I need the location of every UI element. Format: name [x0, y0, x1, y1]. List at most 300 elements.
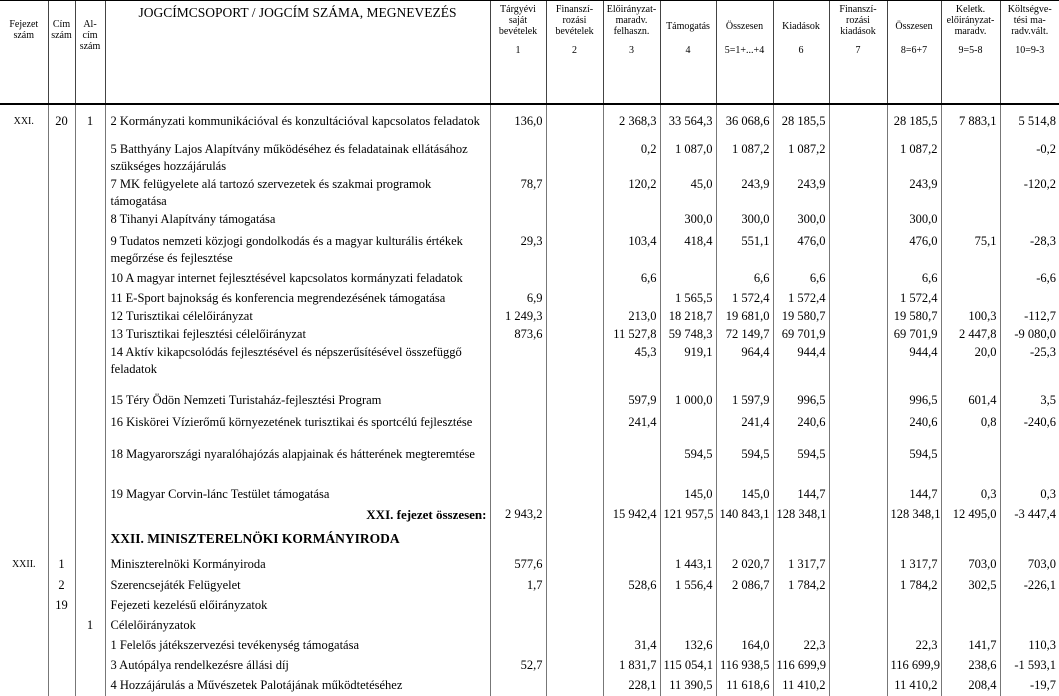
value-cell-col-3: 597,9 — [603, 391, 660, 413]
value-cell-col-5: 300,0 — [716, 210, 773, 232]
name-cell: Fejezeti kezelésű előirányzatok — [105, 596, 490, 616]
value-cell-col-1: 78,7 — [490, 175, 546, 210]
value-cell-col-6: 476,0 — [773, 232, 829, 269]
table-row — [0, 485, 1059, 505]
value-cell-col-10 — [1000, 210, 1059, 232]
cim-cell — [48, 232, 75, 269]
value-cell-col-9 — [941, 445, 1000, 485]
fejezet-cell — [0, 616, 48, 636]
name-cell: 8 Tihanyi Alapítvány támogatása — [105, 210, 490, 232]
table-row — [0, 505, 1059, 525]
value-cell-col-5: 36 068,6 — [716, 104, 773, 140]
fejezet-cell — [0, 269, 48, 289]
value-cell-col-4: 1 565,5 — [660, 289, 716, 307]
header-col-number: 1 — [491, 45, 546, 56]
value-cell-col-8: 1 087,2 — [887, 140, 941, 175]
header-col-number: 9=5-8 — [942, 45, 1000, 56]
value-cell-col-6 — [773, 616, 829, 636]
alcim-cell — [75, 325, 105, 343]
header-col-3 — [603, 1, 660, 105]
table-row — [0, 596, 1059, 616]
cim-cell — [48, 505, 75, 525]
header-col-label: Költségve-tési ma-radv.vált. — [1008, 4, 1052, 37]
value-cell-col-8: 11 410,2 — [887, 676, 941, 696]
table-row — [0, 445, 1059, 485]
fejezet-cell — [0, 210, 48, 232]
header-col-number: 2 — [547, 45, 603, 56]
value-cell-col-1 — [490, 210, 546, 232]
value-cell-col-6: 1 572,4 — [773, 289, 829, 307]
value-cell-col-4: 132,6 — [660, 636, 716, 656]
value-cell-col-9: 20,0 — [941, 343, 1000, 391]
header-col-label: Tárgyévi saját bevételek — [499, 4, 537, 37]
header-col-label: Finanszí-rozási bevételek — [555, 4, 593, 37]
value-cell-col-8: 69 701,9 — [887, 325, 941, 343]
value-cell-col-3 — [603, 616, 660, 636]
value-cell-col-10: -240,6 — [1000, 413, 1059, 445]
table-row — [0, 343, 1059, 391]
value-cell-col-7 — [829, 636, 887, 656]
value-cell-col-5: 551,1 — [716, 232, 773, 269]
value-cell-col-10: -226,1 — [1000, 576, 1059, 596]
cim-cell — [48, 307, 75, 325]
value-cell-col-8: 128 348,1 — [887, 505, 941, 525]
value-cell-col-3: 0,2 — [603, 140, 660, 175]
value-cell-col-10: -6,6 — [1000, 269, 1059, 289]
value-cell-col-6: 1 317,7 — [773, 555, 829, 576]
value-cell-col-1 — [490, 343, 546, 391]
name-cell: 3 Autópálya rendelkezésre állási díj — [105, 656, 490, 676]
value-cell-col-4: 1 000,0 — [660, 391, 716, 413]
value-cell-col-10: -120,2 — [1000, 175, 1059, 210]
value-cell-col-10: 3,5 — [1000, 391, 1059, 413]
header-row — [0, 1, 1059, 105]
value-cell-col-5: 1 572,4 — [716, 289, 773, 307]
value-cell-col-6: 11 410,2 — [773, 676, 829, 696]
value-cell-col-10: -9 080,0 — [1000, 325, 1059, 343]
value-cell-col-8: 22,3 — [887, 636, 941, 656]
value-cell-col-10: -1 593,1 — [1000, 656, 1059, 676]
value-cell-col-4: 45,0 — [660, 175, 716, 210]
value-cell-col-10: 0,3 — [1000, 485, 1059, 505]
header-col-label: Összesen — [726, 21, 763, 32]
header-col-number: 4 — [661, 45, 716, 56]
value-cell-col-7 — [829, 269, 887, 289]
name-cell: 7 MK felügyelete alá tartozó szervezetek és szakmai programok támogatása — [105, 175, 490, 210]
value-cell-col-9: 703,0 — [941, 555, 1000, 576]
value-cell-col-2 — [546, 140, 603, 175]
fejezet-cell — [0, 325, 48, 343]
cim-cell — [48, 391, 75, 413]
value-cell-col-6: 6,6 — [773, 269, 829, 289]
value-cell-col-1 — [490, 269, 546, 289]
value-cell-col-7 — [829, 210, 887, 232]
alcim-cell — [75, 175, 105, 210]
value-cell-col-1: 52,7 — [490, 656, 546, 676]
value-cell-col-3: 120,2 — [603, 175, 660, 210]
value-cell-col-4: 919,1 — [660, 343, 716, 391]
value-cell-col-1: 577,6 — [490, 555, 546, 576]
table-row — [0, 525, 1059, 555]
cim-cell — [48, 210, 75, 232]
header-col-10 — [1000, 1, 1059, 105]
value-cell-col-1 — [490, 596, 546, 616]
table-row — [0, 325, 1059, 343]
value-cell-col-9 — [941, 525, 1000, 555]
value-cell-col-3: 31,4 — [603, 636, 660, 656]
value-cell-col-8: 116 699,9 — [887, 656, 941, 676]
value-cell-col-8: 144,7 — [887, 485, 941, 505]
name-cell: 12 Turisztikai célelőirányzat — [105, 307, 490, 325]
table-row — [0, 210, 1059, 232]
value-cell-col-3 — [603, 445, 660, 485]
value-cell-col-2 — [546, 104, 603, 140]
header-fejezet: Fejezet szám — [0, 1, 48, 105]
value-cell-col-3: 213,0 — [603, 307, 660, 325]
value-cell-col-8 — [887, 525, 941, 555]
table-row — [0, 175, 1059, 210]
value-cell-col-10: 5 514,8 — [1000, 104, 1059, 140]
value-cell-col-2 — [546, 555, 603, 576]
value-cell-col-2 — [546, 343, 603, 391]
alcim-cell — [75, 140, 105, 175]
table-row — [0, 576, 1059, 596]
value-cell-col-1: 873,6 — [490, 325, 546, 343]
fejezet-cell — [0, 656, 48, 676]
value-cell-col-4: 33 564,3 — [660, 104, 716, 140]
value-cell-col-5: 1 087,2 — [716, 140, 773, 175]
value-cell-col-7 — [829, 555, 887, 576]
value-cell-col-4: 145,0 — [660, 485, 716, 505]
value-cell-col-6: 594,5 — [773, 445, 829, 485]
value-cell-col-7 — [829, 413, 887, 445]
name-cell: 19 Magyar Corvin-lánc Testület támogatása — [105, 485, 490, 505]
fejezet-cell — [0, 505, 48, 525]
name-cell: 9 Tudatos nemzeti közjogi gondolkodás és a magyar kulturális értékek megőrzése és fejlesztése — [105, 232, 490, 269]
cim-cell — [48, 656, 75, 676]
value-cell-col-10: -112,7 — [1000, 307, 1059, 325]
fejezet-cell — [0, 636, 48, 656]
value-cell-col-2 — [546, 289, 603, 307]
value-cell-col-5: 1 597,9 — [716, 391, 773, 413]
header-col-label: Összesen — [895, 21, 932, 32]
alcim-cell — [75, 485, 105, 505]
value-cell-col-4 — [660, 616, 716, 636]
table-row — [0, 676, 1059, 696]
value-cell-col-5: 241,4 — [716, 413, 773, 445]
value-cell-col-2 — [546, 525, 603, 555]
value-cell-col-6: 1 784,2 — [773, 576, 829, 596]
alcim-cell — [75, 596, 105, 616]
table-row — [0, 140, 1059, 175]
value-cell-col-3: 228,1 — [603, 676, 660, 696]
name-cell: 14 Aktív kikapcsolódás fejlesztésével és népszerűsítésével összefüggő feladatok — [105, 343, 490, 391]
value-cell-col-8: 300,0 — [887, 210, 941, 232]
alcim-cell: 1 — [75, 104, 105, 140]
name-cell: 10 A magyar internet fejlesztésével kapcsolatos kormányzati feladatok — [105, 269, 490, 289]
value-cell-col-9 — [941, 175, 1000, 210]
fejezet-cell: XXI. — [0, 104, 48, 140]
value-cell-col-9: 2 447,8 — [941, 325, 1000, 343]
alcim-cell — [75, 343, 105, 391]
value-cell-col-1 — [490, 636, 546, 656]
value-cell-col-10: 703,0 — [1000, 555, 1059, 576]
value-cell-col-3: 15 942,4 — [603, 505, 660, 525]
value-cell-col-1 — [490, 676, 546, 696]
cim-cell — [48, 175, 75, 210]
value-cell-col-4: 594,5 — [660, 445, 716, 485]
value-cell-col-6: 944,4 — [773, 343, 829, 391]
value-cell-col-9: 141,7 — [941, 636, 1000, 656]
table-row — [0, 269, 1059, 289]
value-cell-col-2 — [546, 445, 603, 485]
value-cell-col-4 — [660, 269, 716, 289]
value-cell-col-5: 964,4 — [716, 343, 773, 391]
value-cell-col-5: 72 149,7 — [716, 325, 773, 343]
value-cell-col-4: 418,4 — [660, 232, 716, 269]
value-cell-col-1 — [490, 413, 546, 445]
fejezet-cell — [0, 485, 48, 505]
value-cell-col-2 — [546, 596, 603, 616]
value-cell-col-10 — [1000, 525, 1059, 555]
header-col-9 — [941, 1, 1000, 105]
value-cell-col-1 — [490, 616, 546, 636]
cim-cell — [48, 616, 75, 636]
name-cell: 4 Hozzájárulás a Művészetek Palotájának működtetéséhez — [105, 676, 490, 696]
cim-cell — [48, 325, 75, 343]
value-cell-col-5 — [716, 596, 773, 616]
value-cell-col-8: 1 572,4 — [887, 289, 941, 307]
header-col-4 — [660, 1, 716, 105]
value-cell-col-2 — [546, 307, 603, 325]
fejezet-cell — [0, 343, 48, 391]
value-cell-col-7 — [829, 140, 887, 175]
value-cell-col-5 — [716, 525, 773, 555]
value-cell-col-7 — [829, 289, 887, 307]
value-cell-col-5: 2 020,7 — [716, 555, 773, 576]
cim-cell: 1 — [48, 555, 75, 576]
cim-cell: 19 — [48, 596, 75, 616]
header-col-number: 8=6+7 — [888, 45, 941, 56]
value-cell-col-9: 0,8 — [941, 413, 1000, 445]
value-cell-col-3: 1 831,7 — [603, 656, 660, 676]
value-cell-col-6: 116 699,9 — [773, 656, 829, 676]
value-cell-col-6: 1 087,2 — [773, 140, 829, 175]
name-cell: 11 E-Sport bajnokság és konferencia megrendezésének támogatása — [105, 289, 490, 307]
value-cell-col-7 — [829, 485, 887, 505]
value-cell-col-7 — [829, 343, 887, 391]
value-cell-col-2 — [546, 485, 603, 505]
cim-cell — [48, 289, 75, 307]
value-cell-col-4: 121 957,5 — [660, 505, 716, 525]
name-cell: 2 Kormányzati kommunikációval és konzultációval kapcsolatos feladatok — [105, 104, 490, 140]
value-cell-col-9 — [941, 616, 1000, 636]
value-cell-col-7 — [829, 596, 887, 616]
value-cell-col-1 — [490, 140, 546, 175]
value-cell-col-10: -3 447,4 — [1000, 505, 1059, 525]
table-row — [0, 413, 1059, 445]
cim-cell — [48, 445, 75, 485]
header-col-5 — [716, 1, 773, 105]
value-cell-col-6: 69 701,9 — [773, 325, 829, 343]
cim-cell — [48, 343, 75, 391]
value-cell-col-6: 243,9 — [773, 175, 829, 210]
value-cell-col-6: 28 185,5 — [773, 104, 829, 140]
alcim-cell — [75, 269, 105, 289]
value-cell-col-5: 145,0 — [716, 485, 773, 505]
fejezet-cell — [0, 445, 48, 485]
value-cell-col-8: 1 784,2 — [887, 576, 941, 596]
name-cell: 1 Felelős játékszervezési tevékenység támogatása — [105, 636, 490, 656]
value-cell-col-7 — [829, 232, 887, 269]
cim-cell — [48, 485, 75, 505]
table-row — [0, 616, 1059, 636]
fejezet-cell — [0, 676, 48, 696]
header-col-number: 5=1+...+4 — [717, 45, 773, 56]
alcim-cell: 1 — [75, 616, 105, 636]
cim-cell: 2 — [48, 576, 75, 596]
value-cell-col-8: 28 185,5 — [887, 104, 941, 140]
fejezet-cell — [0, 140, 48, 175]
value-cell-col-3: 11 527,8 — [603, 325, 660, 343]
value-cell-col-5: 594,5 — [716, 445, 773, 485]
value-cell-col-6 — [773, 596, 829, 616]
value-cell-col-10 — [1000, 616, 1059, 636]
name-cell: Miniszterelnöki Kormányiroda — [105, 555, 490, 576]
value-cell-col-5: 2 086,7 — [716, 576, 773, 596]
value-cell-col-7 — [829, 676, 887, 696]
header-cim: Cím szám — [48, 1, 75, 105]
header-col-6 — [773, 1, 829, 105]
value-cell-col-9: 302,5 — [941, 576, 1000, 596]
value-cell-col-4 — [660, 596, 716, 616]
value-cell-col-2 — [546, 413, 603, 445]
fejezet-cell — [0, 596, 48, 616]
value-cell-col-1: 1 249,3 — [490, 307, 546, 325]
value-cell-col-9 — [941, 140, 1000, 175]
value-cell-col-1 — [490, 391, 546, 413]
value-cell-col-10 — [1000, 596, 1059, 616]
value-cell-col-1: 2 943,2 — [490, 505, 546, 525]
value-cell-col-8: 996,5 — [887, 391, 941, 413]
value-cell-col-7 — [829, 505, 887, 525]
value-cell-col-4: 1 443,1 — [660, 555, 716, 576]
value-cell-col-7 — [829, 175, 887, 210]
name-cell: 13 Turisztikai fejlesztési célelőirányzat — [105, 325, 490, 343]
value-cell-col-8: 476,0 — [887, 232, 941, 269]
value-cell-col-6 — [773, 525, 829, 555]
value-cell-col-3 — [603, 555, 660, 576]
value-cell-col-7 — [829, 325, 887, 343]
header-col-number: 10=9-3 — [1001, 45, 1059, 56]
name-cell: 15 Téry Ödön Nemzeti Turistaház-fejlesztési Program — [105, 391, 490, 413]
value-cell-col-7 — [829, 391, 887, 413]
value-cell-col-2 — [546, 676, 603, 696]
alcim-cell — [75, 391, 105, 413]
value-cell-col-1 — [490, 445, 546, 485]
value-cell-col-8: 19 580,7 — [887, 307, 941, 325]
alcim-cell — [75, 505, 105, 525]
header-col-number: 3 — [604, 45, 660, 56]
alcim-cell — [75, 445, 105, 485]
header-col-1 — [490, 1, 546, 105]
cim-cell — [48, 676, 75, 696]
header-col-label: Támogatás — [666, 21, 710, 32]
value-cell-col-8: 944,4 — [887, 343, 941, 391]
value-cell-col-2 — [546, 210, 603, 232]
value-cell-col-1: 6,9 — [490, 289, 546, 307]
value-cell-col-9 — [941, 210, 1000, 232]
value-cell-col-9: 208,4 — [941, 676, 1000, 696]
alcim-cell — [75, 676, 105, 696]
value-cell-col-6: 19 580,7 — [773, 307, 829, 325]
value-cell-col-8: 240,6 — [887, 413, 941, 445]
value-cell-col-6: 144,7 — [773, 485, 829, 505]
value-cell-col-10: -19,7 — [1000, 676, 1059, 696]
value-cell-col-3 — [603, 525, 660, 555]
value-cell-col-7 — [829, 104, 887, 140]
header-alcim: Al-cím szám — [75, 1, 105, 105]
value-cell-col-3: 241,4 — [603, 413, 660, 445]
value-cell-col-2 — [546, 391, 603, 413]
value-cell-col-1 — [490, 485, 546, 505]
value-cell-col-10 — [1000, 445, 1059, 485]
value-cell-col-3 — [603, 289, 660, 307]
value-cell-col-9 — [941, 289, 1000, 307]
value-cell-col-2 — [546, 175, 603, 210]
cim-cell — [48, 636, 75, 656]
table-row — [0, 289, 1059, 307]
value-cell-col-7 — [829, 525, 887, 555]
value-cell-col-5: 243,9 — [716, 175, 773, 210]
fejezet-cell — [0, 289, 48, 307]
value-cell-col-7 — [829, 307, 887, 325]
alcim-cell — [75, 525, 105, 555]
value-cell-col-3: 6,6 — [603, 269, 660, 289]
value-cell-col-3: 2 368,3 — [603, 104, 660, 140]
value-cell-col-6: 22,3 — [773, 636, 829, 656]
value-cell-col-5: 140 843,1 — [716, 505, 773, 525]
value-cell-col-4: 11 390,5 — [660, 676, 716, 696]
value-cell-col-4 — [660, 525, 716, 555]
value-cell-col-9: 238,6 — [941, 656, 1000, 676]
value-cell-col-7 — [829, 576, 887, 596]
value-cell-col-4: 59 748,3 — [660, 325, 716, 343]
value-cell-col-2 — [546, 505, 603, 525]
name-cell: XXII. MINISZTERELNÖKI KORMÁNYIRODA — [105, 525, 490, 555]
fejezet-cell — [0, 175, 48, 210]
value-cell-col-5 — [716, 616, 773, 636]
alcim-cell — [75, 210, 105, 232]
value-cell-col-2 — [546, 656, 603, 676]
value-cell-col-9: 601,4 — [941, 391, 1000, 413]
name-cell: 16 Kiskörei Vízierőmű környezetének turisztikai és sportcélú fejlesztése — [105, 413, 490, 445]
value-cell-col-7 — [829, 616, 887, 636]
value-cell-col-8 — [887, 616, 941, 636]
alcim-cell — [75, 576, 105, 596]
value-cell-col-2 — [546, 576, 603, 596]
alcim-cell — [75, 289, 105, 307]
value-cell-col-7 — [829, 445, 887, 485]
value-cell-col-4: 115 054,1 — [660, 656, 716, 676]
value-cell-col-5: 116 938,5 — [716, 656, 773, 676]
value-cell-col-3 — [603, 596, 660, 616]
value-cell-col-3: 528,6 — [603, 576, 660, 596]
value-cell-col-2 — [546, 232, 603, 269]
value-cell-col-8: 243,9 — [887, 175, 941, 210]
table-row — [0, 656, 1059, 676]
value-cell-col-7 — [829, 656, 887, 676]
